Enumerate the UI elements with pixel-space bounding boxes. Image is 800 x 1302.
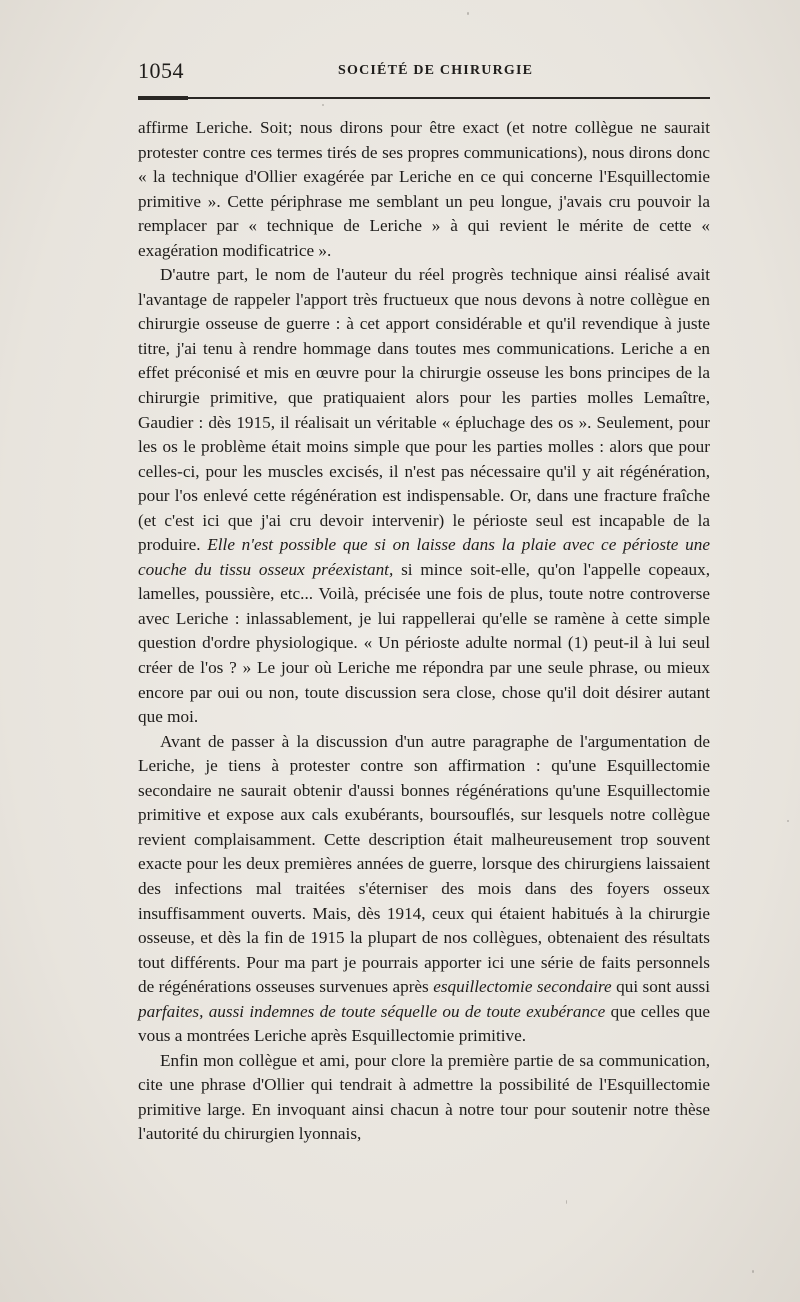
- paragraph-text: Enfin mon collègue et ami, pour clore la première partie de sa communication, cite une phrase d'Ollier qui tendrait à admettre la possibilité de l'Esquillectomie primitive large. En invoquant ainsi chacun à notre tour pour soutenir notre thèse l'autorité du chirurgien lyonnais,: [138, 1050, 710, 1144]
- paper-speck: [787, 820, 789, 822]
- page-header: [138, 58, 710, 88]
- paragraph-4: [138, 1049, 710, 1147]
- paragraph-text: qui sont aussi: [611, 977, 710, 997]
- paragraph-1: [138, 116, 710, 263]
- paragraph-text: Avant de passer à la discussion d'un autre paragraphe de l'argumentation de Leriche, je tiens à protester contre son affirmation : qu'une Esquillectomie secondaire ne saurait obtenir d'aussi bonnes régénérations qu'une Esquillectomie primitive et expose aux cals exubérants, boursouflés, sur lesquels notre collègue revient complaisamment. Cette description était malheureusement trop souvent exacte pour les deux premières années de guerre, lorsque des chirurgiens laissaient des infections mal traitées s'éterniser des mois dans des foyers osseux insuffisamment ouverts. Mais, dès 1914, ceux qui étaient habitués à la chirurgie osseuse, et dès la fin de 1915 la plupart de nos collègues, obtenaient des résultats tout différents. Pour ma part je pourrais apporter ici une série de faits personnels de régénérations osseuses survenues après: [138, 731, 710, 997]
- italic-emphasis: Elle n'est possible que si on laisse dans la plaie avec ce périoste une couche du tissu osseux préexistant,: [138, 535, 710, 579]
- body-text: [138, 116, 710, 1147]
- paper-speck: [566, 1200, 567, 1204]
- paper-speck: [752, 1270, 754, 1273]
- running-head: SOCIÉTÉ DE CHIRURGIE: [338, 63, 534, 78]
- paragraph-text: affirme Leriche. Soit; nous dirons pour être exact (et notre collègue ne saurait protester contre ces termes tirés de ses propres communications), nous dirons donc « la technique d'Ollier exagérée par Leriche en ce qui concerne l'Esquillectomie primitive ». Cette périphrase me semblant un peu longue, j'avais cru pouvoir la remplacer par « technique de Leriche » à qui revient le mérite de cette « exagération modificatrice ».: [138, 118, 710, 260]
- paragraph-text: que celles que vous a montrées Leriche après Esquillectomie primitive.: [138, 1001, 710, 1046]
- italic-emphasis: parfaites, aussi indemnes de toute séquelle ou de toute exubérance: [138, 1001, 606, 1021]
- paragraph-3: [138, 730, 710, 1049]
- paragraph-text: si mince soit-elle, qu'on l'appelle copeaux, lamelles, poussière, etc... Voilà, précisée une fois de plus, toute notre controverse avec Leriche : inlassablement, je lui rappellerai qu'elle se ramène à cette simple question d'ordre physiologique. « Un périoste adulte normal (1) peut-il à lui seul créer de l'os ? » Le jour où Leriche me répondra par une seule phrase, ou mieux encore par oui ou non, toute discussion sera close, chose qu'il doit désirer autant que moi.: [138, 559, 710, 727]
- paper-speck: [467, 12, 469, 15]
- paragraph-2: [138, 263, 710, 729]
- paper-speck: [322, 104, 324, 106]
- header-rule: [138, 97, 710, 99]
- page-number: 1054: [138, 58, 184, 83]
- paragraph-text: D'autre part, le nom de l'auteur du réel progrès technique ainsi réalisé avait l'avantage de rappeler l'apport très fructueux que nous devons à notre collègue en chirurgie osseuse de guerre : à cet apport considérable et qu'il revendique à juste titre, j'ai tenu à rendre hommage dans toutes mes communications. Leriche a en effet préconisé et mis en œuvre pour la chirurgie osseuse les bons principes de la chirurgie primitive, que pratiquaient alors pour les parties molles Lemaître, Gaudier : dès 1915, il réalisait un véritable « épluchage des os ». Seulement, pour les os le problème était moins simple que pour les parties molles : alors que pour celles-ci, pour les muscles excisés, il n'est pas nécessaire qu'il y ait régénération, pour l'os enlevé cette régénération est indispensable. Or, dans une fracture fraîche (et c'est ici que j'ai cru devoir intervenir) le périoste seul est incapable de la produire.: [138, 265, 710, 555]
- italic-emphasis: esquillectomie secondaire: [433, 977, 612, 997]
